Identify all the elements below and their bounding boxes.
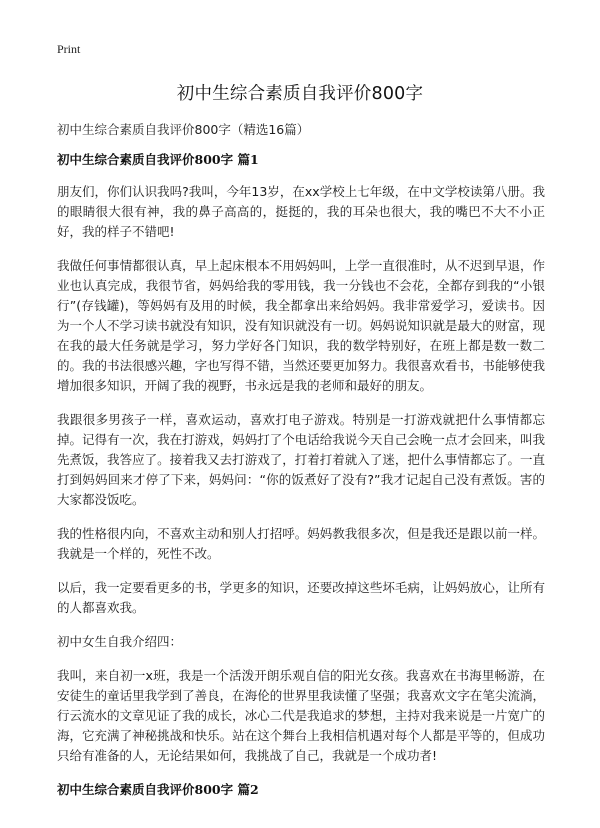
paragraph-7: 我叫，来自初一x班，我是一个活泼开朗乐观自信的阳光女孩。我喜欢在书海里畅游，在安徒生的童话里我学到了善良，在海伦的世界里我读懂了坚强；我喜欢文字在笔尖流淌，行云流水的文章见证了我的成长，冰心二代是我追求的梦想，主持对我来说是一片宽广的海，它充满了神秘挑战和快乐。站在这个舞台上我相信机遇对每个人都是平等的，但成功只给有准备的人，无论结果如何，我挑战了自己，我就是一个成功者! <box>57 668 545 763</box>
page-title: 初中生综合素质自我评价800字 <box>176 84 424 104</box>
document-content <box>57 150 545 812</box>
print-link[interactable]: Print <box>57 42 81 56</box>
section-heading-2: 初中生综合素质自我评价800字 篇2 <box>57 782 259 797</box>
paragraph-2: 我做任何事情都很认真，早上起床根本不用妈妈叫，上学一直很准时，从不迟到早退，作业也认真完成，我很节省，妈妈给我的零用钱，我一分钱也不会花，全都存到我的“小银行”(存钱罐)，等妈妈有及用的时候，我全都拿出来给妈妈。我非常爱学习，爱读书。因为一个人不学习读书就没有知识，没有知识就没有一切。妈妈说知识就是最大的财富，现在我的最大任务就是学习，努力学好各门知识，我的数学特别好，在班上都是数一数二的。我的书法很感兴趣，字也写得不错，当然还要更加努力。我很喜欢看书，书能够使我增加很多知识，开阔了我的视野，书永远是我的老师和最好的朋友。 <box>57 258 545 393</box>
paragraph-4: 我的性格很内向，不喜欢主动和别人打招呼。妈妈教我很多次，但是我还是跟以前一样。我就是一个样的，死性不改。 <box>57 526 545 561</box>
paragraph-3: 我跟很多男孩子一样，喜欢运动，喜欢打电子游戏。特别是一打游戏就把什么事情都忘掉。记得有一次，我在打游戏，妈妈打了个电话给我说今天自己会晚一点才会回来，叫我先煮饭，我答应了。接着我又去打游戏了，打着打着就入了迷，把什么事情都忘了。一直打到妈妈回来才停了下来，妈妈问：“你的饭煮好了没有?”我才记起自己没有煮饭。害的大家都没饭吃。 <box>57 412 545 507</box>
paragraph-1: 朋友们，你们认识我吗?我叫，今年13岁，在xx学校上七年级，在中文学校读第八册。我的眼睛很大很有神，我的鼻子高高的，挺挺的，我的耳朵也很大，我的嘴巴不大不小正好，我的样子不错吧! <box>57 184 545 239</box>
section-heading-1: 初中生综合素质自我评价800字 篇1 <box>57 152 259 167</box>
paragraph-6: 初中女生自我介绍四： <box>57 634 183 649</box>
document-subtitle: 初中生综合素质自我评价800字（精选16篇） <box>57 122 310 137</box>
paragraph-5: 以后，我一定要看更多的书，学更多的知识，还要改掉这些坏毛病，让妈妈放心，让所有的人都喜欢我。 <box>57 580 545 615</box>
